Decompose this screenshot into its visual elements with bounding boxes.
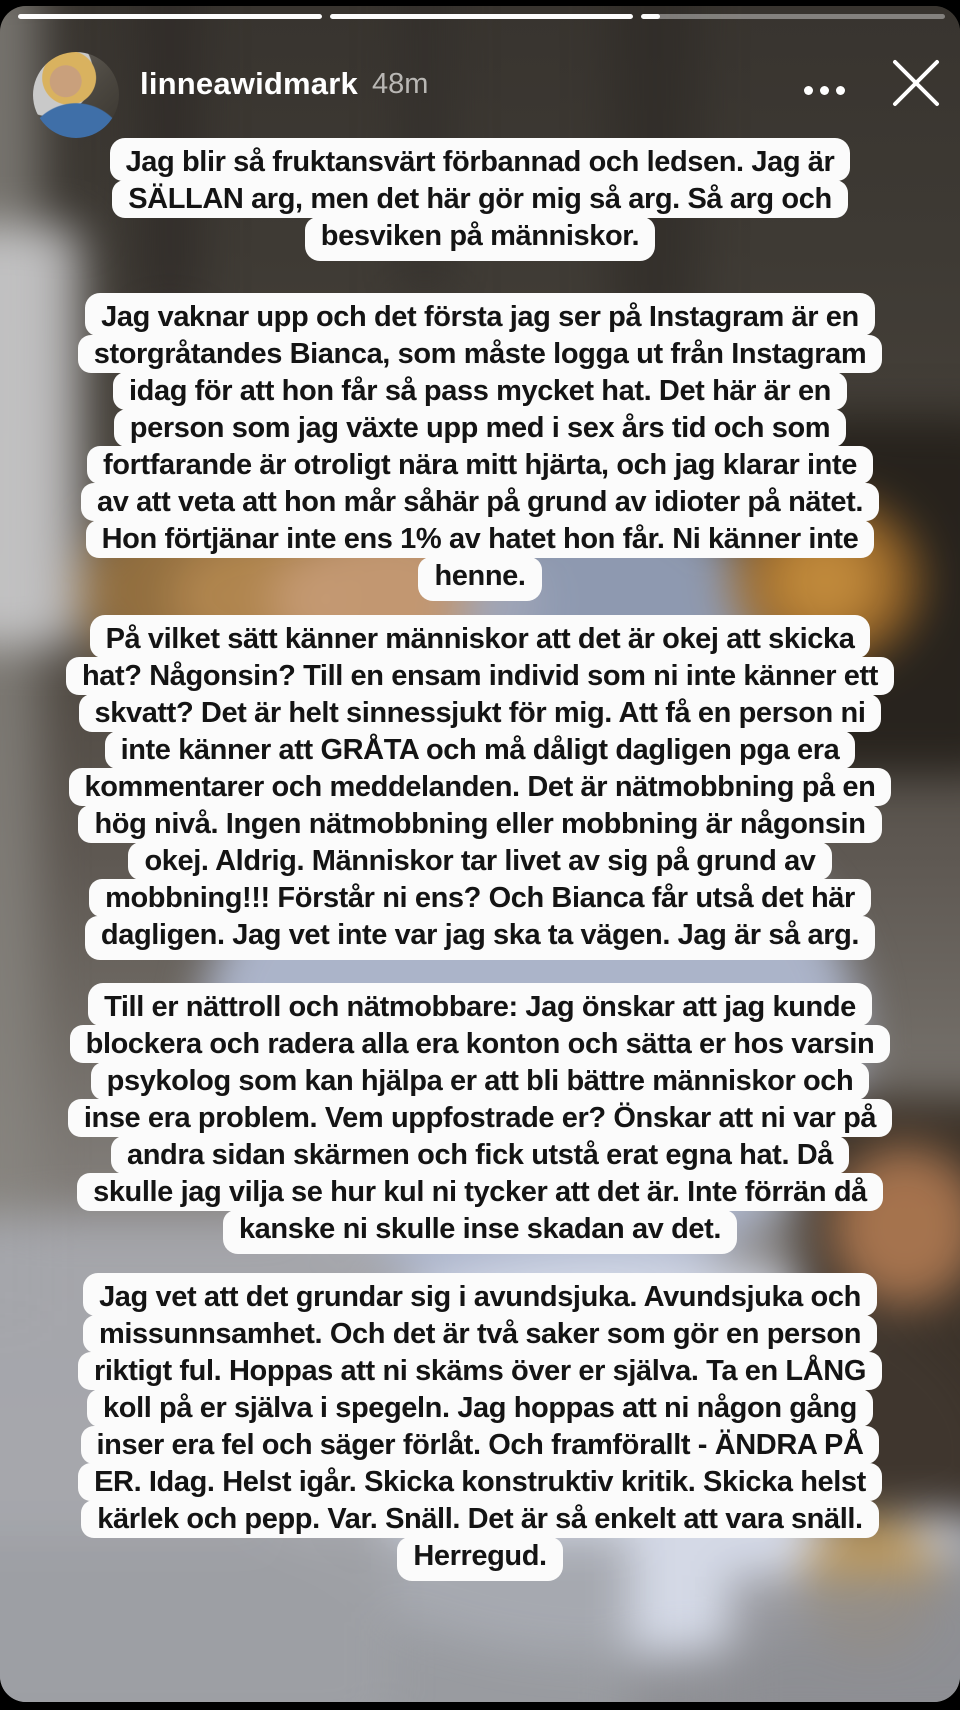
story-text-block	[0, 616, 960, 960]
story-text-line: henne.	[418, 557, 541, 601]
story-text-line: koll på er själva i spegeln. Jag hoppas att ni någon gång	[87, 1389, 873, 1427]
story-text-line: kanske ni skulle inse skadan av det.	[223, 1210, 737, 1254]
story-text-line: kärlek och pepp. Var. Snäll. Det är så enkelt att vara snäll.	[81, 1500, 878, 1538]
story-progress-bar	[18, 14, 945, 19]
timestamp: 48m	[372, 68, 429, 100]
story-text-line: hög nivå. Ingen nätmobbning eller mobbning är någonsin	[78, 805, 881, 843]
close-button[interactable]	[886, 48, 946, 118]
story-text-line: mobbning!!! Förstår ni ens? Och Bianca får utså det här	[89, 879, 871, 917]
story-text-line: okej. Aldrig. Människor tar livet av sig på grund av	[128, 842, 831, 880]
story-text-line: skulle jag vilja se hur kul ni tycker att det är. Inte förrän då	[77, 1173, 883, 1211]
story-text-line: riktigt ful. Hoppas att ni skäms över er själva. Ta en LÅNG	[78, 1352, 882, 1390]
story-text-block	[0, 139, 960, 261]
story-text-line: På vilket sätt känner människor att det är okej att skicka	[90, 615, 871, 658]
close-icon	[890, 57, 942, 109]
story-text-line: fortfarande är otroligt nära mitt hjärta, och jag klarar inte	[87, 446, 873, 484]
story-text-block	[0, 294, 960, 601]
story-text-line: Till er nättroll och nätmobbare: Jag önskar att jag kunde	[88, 983, 872, 1026]
story-text-line: skvatt? Det är helt sinnessjukt för mig. Att få en person ni	[79, 694, 882, 732]
progress-segment-3	[641, 14, 945, 19]
story-text-block	[0, 1274, 960, 1581]
story-text-line: Herregud.	[397, 1537, 562, 1581]
story-text-line: Hon förtjänar inte ens 1% av hatet hon får. Ni känner inte	[86, 520, 875, 558]
story-text-line: dagligen. Jag vet inte var jag ska ta vägen. Jag är så arg.	[85, 916, 875, 960]
story-text-line: person som jag växte upp med i sex års tid och som	[114, 409, 846, 447]
story-text-line: blockera och radera alla era konton och sätta er hos varsin	[70, 1025, 891, 1063]
story-text-line: kommentarer och meddelanden. Det är nätmobbning på en	[69, 768, 892, 806]
story-text-line: Jag vaknar upp och det första jag ser på Instagram är en	[85, 293, 875, 336]
story-text-line: Jag vet att det grundar sig i avundsjuka. Avundsjuka och	[83, 1273, 877, 1316]
story-text-line: av att veta att hon mår såhär på grund av idioter på nätet.	[81, 483, 879, 521]
story-text-line: storgråtandes Bianca, som måste logga ut från Instagram	[78, 335, 882, 373]
story-text-line: andra sidan skärmen och fick utstå erat egna hat. Då	[111, 1136, 849, 1174]
story-text-line: missunnsamhet. Och det är två saker som gör en person	[83, 1315, 877, 1353]
progress-segment-2	[330, 14, 634, 19]
story-text-line: inse era problem. Vem uppfostrade er? Önskar att ni var på	[68, 1099, 892, 1137]
username[interactable]: linneawidmark	[140, 66, 358, 101]
story-header	[0, 44, 960, 144]
avatar[interactable]	[33, 52, 119, 138]
story-text-line: inte känner att GRÅTA och må dåligt dagligen pga era	[105, 731, 856, 769]
story-text-line: inser era fel och säger förlåt. Och framförallt - ÄNDRA PÅ	[81, 1426, 880, 1464]
story-text-line: SÄLLAN arg, men det här gör mig så arg. Så arg och	[112, 180, 848, 218]
progress-segment-1	[18, 14, 322, 19]
story-text-line: Jag blir så fruktansvärt förbannad och ledsen. Jag är	[110, 138, 851, 181]
story-text-line: psykolog som kan hjälpa er att bli bättre människor och	[91, 1062, 870, 1100]
story-text-block	[0, 984, 960, 1254]
more-options-button[interactable]	[796, 70, 852, 110]
story-text-line: hat? Någonsin? Till en ensam individ som ni inte känner ett	[66, 657, 894, 695]
more-horizontal-icon	[804, 86, 813, 95]
story-text-line: idag för att hon får så pass mycket hat. Det här är en	[113, 372, 847, 410]
story-text-line: besviken på människor.	[305, 217, 655, 261]
story-text-line: ER. Idag. Helst igår. Skicka konstruktiv kritik. Skicka helst	[78, 1463, 882, 1501]
story-canvas[interactable]	[0, 6, 960, 1702]
